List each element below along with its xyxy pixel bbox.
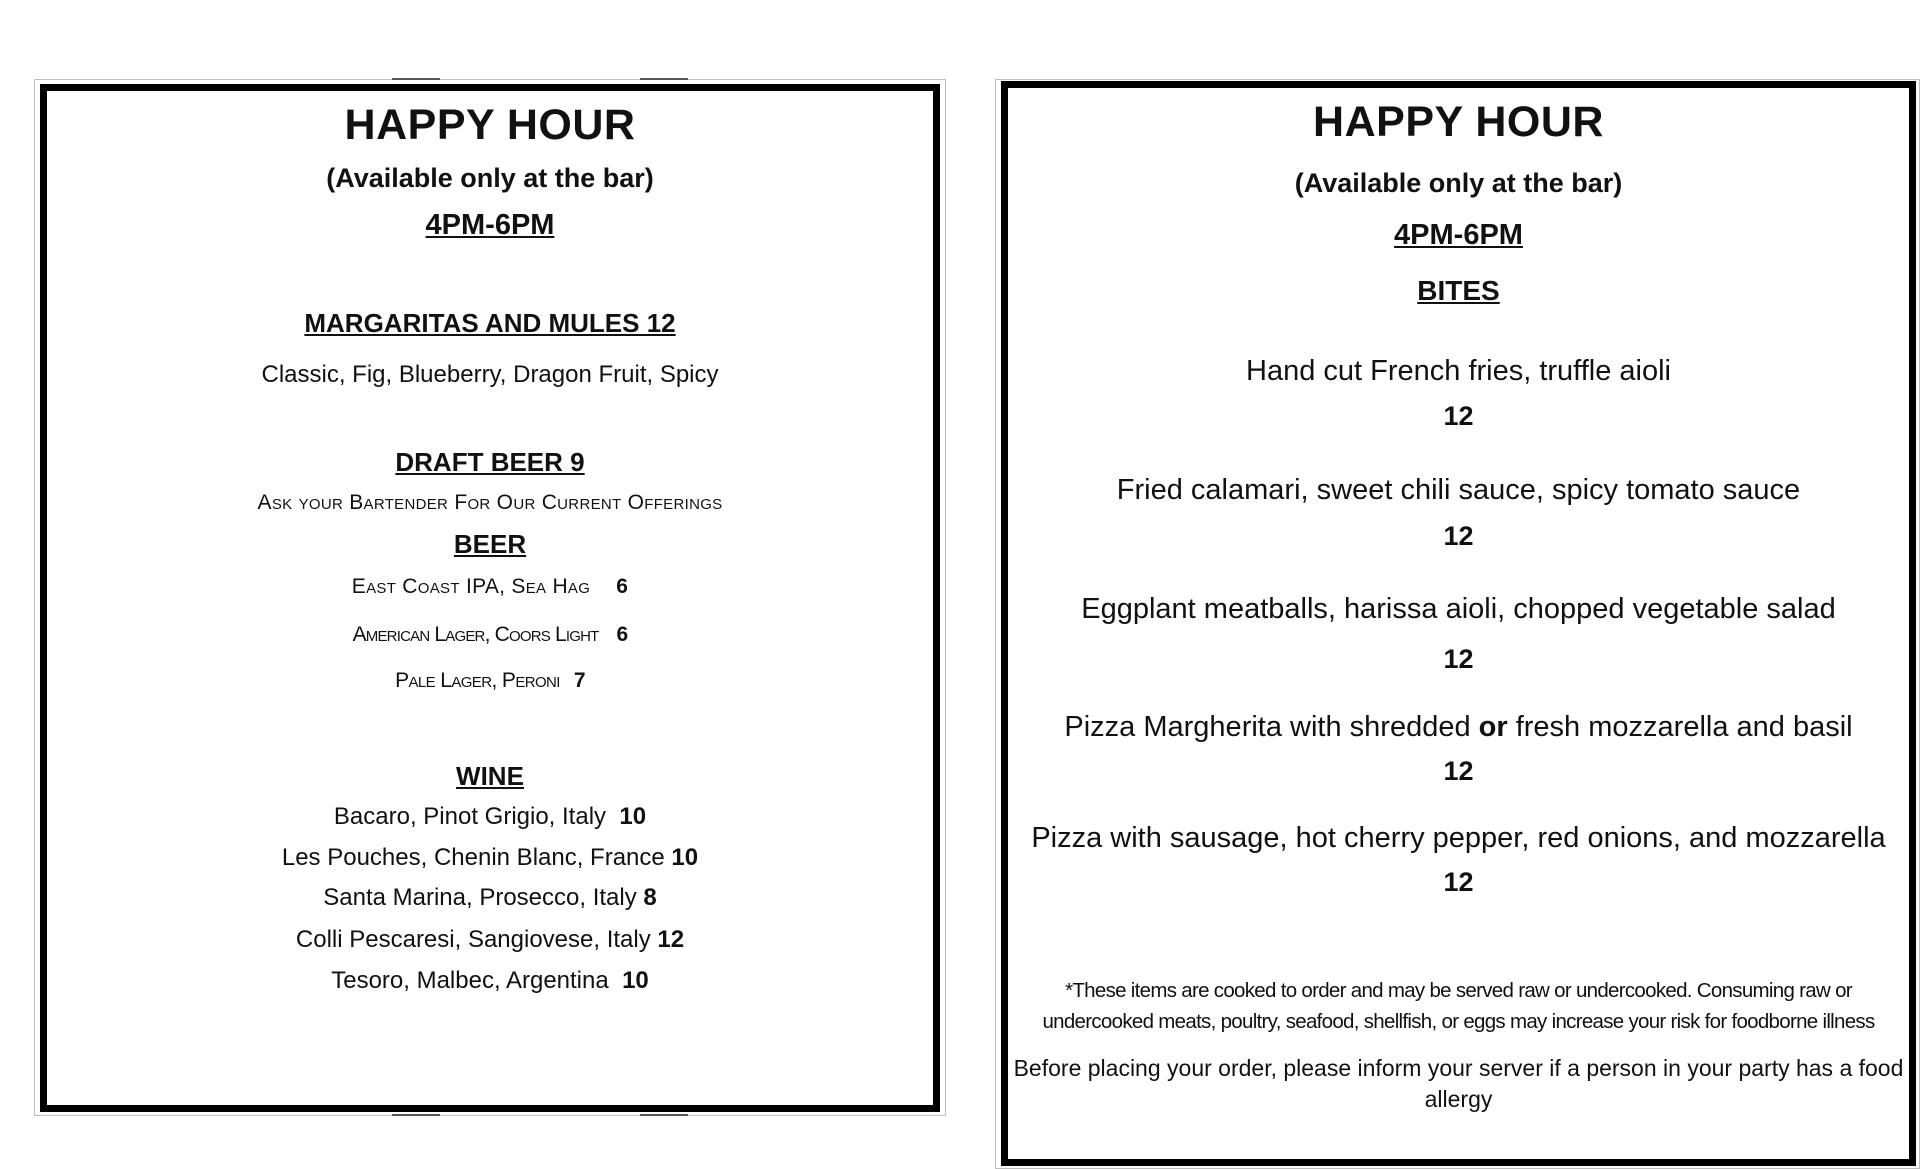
wine-item-price: 8 (643, 884, 657, 911)
draft-beer-note: Ask your Bartender For Our Current Offerings (257, 491, 723, 514)
page-edge-mark (640, 78, 688, 80)
beer-item-name: East Coast IPA, Sea Hag (351, 575, 591, 598)
bite-item-desc: Pizza with sausage, hot cherry pepper, red onions, and mozzarella (1031, 822, 1886, 854)
wine-item (47, 967, 933, 995)
page-edge-mark (392, 78, 440, 80)
beer-item (47, 623, 933, 647)
wine-item-name: Les Pouches, Chenin Blanc, France (281, 844, 665, 871)
menu-subtitle: (Available only at the bar) (326, 163, 654, 193)
wine-item-name: Santa Marina, Prosecco, Italy (323, 884, 637, 911)
menu-title: HAPPY HOUR (344, 101, 636, 149)
allergy-notice (1008, 1053, 1909, 1115)
beer-heading: BEER (453, 529, 527, 559)
bite-item-price: 12 (1443, 521, 1474, 551)
bite-item-price: 12 (1443, 644, 1474, 674)
wine-item-price: 10 (619, 803, 647, 830)
beer-item-name: Pale Lager, Peroni (395, 669, 560, 692)
disclaimer-line: undercooked meats, poultry, seafood, shellfish, or eggs may increase your risk for foodborne illness (1042, 1010, 1875, 1033)
wine-item (47, 884, 933, 912)
wine-item-price: 10 (622, 967, 649, 994)
beer-item (47, 669, 933, 693)
bite-item-desc: Eggplant meatballs, harissa aioli, chopped vegetable salad (1081, 593, 1836, 625)
draft-beer-heading: DRAFT BEER 9 (395, 447, 585, 477)
beer-item (47, 575, 933, 599)
margaritas-heading: MARGARITAS AND MULES 12 (304, 308, 676, 338)
allergy-line: Before placing your order, please inform your server if a person in your party has a food (1013, 1055, 1904, 1081)
bite-item-price: 12 (1443, 756, 1474, 786)
margarita-flavors: Classic, Fig, Blueberry, Dragon Fruit, Spicy (261, 361, 719, 388)
disclaimer-line: *These items are cooked to order and may be served raw or undercooked. Consuming raw or (1065, 979, 1852, 1002)
beer-item-price: 6 (616, 575, 629, 598)
wine-item (47, 926, 933, 954)
allergy-line: allergy (1424, 1086, 1493, 1112)
wine-item-name: Colli Pescaresi, Sangiovese, Italy (295, 926, 651, 953)
wine-item-price: 10 (671, 844, 699, 871)
menu-subtitle: (Available only at the bar) (1294, 168, 1623, 198)
page-edge-mark (640, 1114, 688, 1116)
wine-item (47, 803, 933, 831)
menu-hours: 4PM-6PM (425, 209, 555, 241)
beer-item-price: 7 (573, 669, 585, 692)
wine-heading: WINE (456, 761, 524, 791)
bite-item-desc-emphasis: or (1478, 711, 1508, 743)
bite-item-desc: Fried calamari, sweet chili sauce, spicy tomato sauce (1116, 474, 1801, 506)
bites-heading: BITES (1417, 275, 1500, 306)
bite-item-desc-part: Pizza Margherita with shredded (1064, 711, 1479, 743)
page-edge-mark (392, 1114, 440, 1116)
wine-item (47, 844, 933, 872)
beer-item-price: 6 (616, 623, 628, 646)
wine-item-name: Bacaro, Pinot Grigio, Italy (333, 803, 607, 830)
raw-food-disclaimer (1008, 975, 1909, 1037)
bite-item-desc-part: fresh mozzarella and basil (1507, 711, 1853, 743)
bite-item-desc: Hand cut French fries, truffle aioli (1246, 355, 1671, 387)
menu-title: HAPPY HOUR (1313, 98, 1604, 146)
drinks-menu-page (40, 84, 940, 1112)
bite-item-price: 12 (1443, 867, 1474, 897)
menu-hours: 4PM-6PM (1394, 219, 1523, 251)
bite-item-desc (1008, 711, 1909, 744)
wine-item-name: Tesoro, Malbec, Argentina (331, 967, 609, 994)
beer-item-name: American Lager, Coors Light (352, 623, 599, 646)
wine-item-price: 12 (657, 926, 685, 953)
bites-menu-page (1001, 81, 1916, 1166)
bite-item-price: 12 (1443, 401, 1474, 431)
